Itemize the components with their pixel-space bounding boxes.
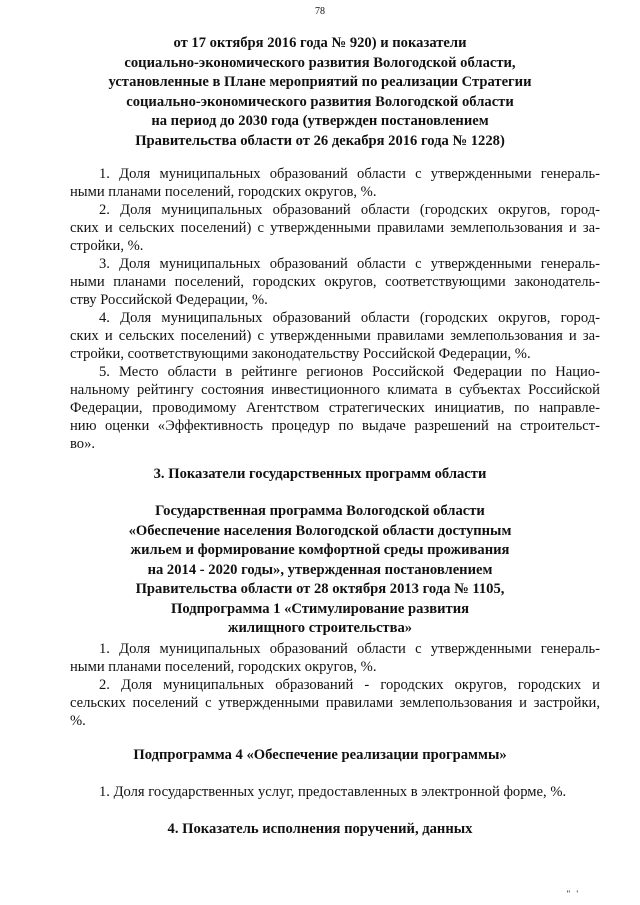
heading-line: на 2014 - 2020 годы», утвержденная постановлением [147,561,493,578]
heading-line: от 17 октября 2016 года № 920) и показатели [173,35,467,51]
list-item-line: %. [70,713,86,729]
list-item-line: ными планами поселений, городских округов, соответствующими законодатель- [70,274,600,290]
list-item-line: 1. Доля муниципальных образований области с утвержденными генераль- [99,641,600,657]
list-item-line: сельских поселений с утвержденными правилами землепользования и застройки, [70,695,600,711]
list-item-line: 1. Доля муниципальных образований области с утвержденными генераль- [99,166,600,182]
list-item-line: Федерации, проводимому Агентством стратегических инициатив, по направле- [70,400,600,416]
list-item-line: 1. Доля государственных услуг, предоставленных в электронной форме, %. [99,784,567,800]
page-number: 78 [315,6,325,17]
heading-line: Правительства области от 26 декабря 2016 года № 1228) [135,132,505,149]
heading-line: Государственная программа Вологодской области [155,503,485,519]
top-heading [60,34,580,151]
list-item-line: 2. Доля муниципальных образований области (городских округов, город- [99,202,600,218]
section-4-title: 4. Показатель исполнения поручений, данных [167,821,473,837]
heading-line: жилищного строительства» [227,620,413,636]
list-item-line: 3. Доля муниципальных образований области с утвержденными генераль- [99,256,600,272]
heading-line: на период до 2030 года (утвержден постановлением [151,113,489,129]
heading-line: жильем и формирование комфортной среды проживания [130,542,510,558]
section-3-title: 3. Показатели государственных программ области [153,466,487,482]
heading-line: «Обеспечение населения Вологодской области доступным [128,522,512,539]
subprogram-4-title: Подпрограмма 4 «Обеспечение реализации программы» [133,747,507,763]
program-heading [60,502,580,639]
footer-mark: " ' [566,889,580,899]
list-item-line: нальному рейтингу состояния инвестиционного климата в субъектах Российской [70,382,600,398]
list-item-line: 5. Место области в рейтинге регионов Российской Федерации по Нацио- [99,364,600,380]
list-item-line: 4. Доля муниципальных образований области (городских округов, город- [99,310,600,326]
heading-line: Подпрограмма 1 «Стимулирование развития [170,600,470,617]
list-item-line: ству Российской Федерации, %. [70,292,268,308]
list-item-line: ских и сельских поселений) с утвержденными правилами землепользования и за- [70,220,600,236]
list-item-line: нию оценки «Эффективность процедур по выдаче разрешений на строительст- [70,418,600,434]
heading-line: Правительства области от 28 октября 2013 года № 1105, [135,581,505,597]
list-item-line: ными планами поселений, городских округов, %. [70,184,377,200]
list-item-line: ских и сельских поселений) с утвержденными правилами землепользования и за- [70,328,600,344]
list-item-line: стройки, соответствующими законодательству Российской Федерации, %. [70,346,531,362]
heading-line: социально-экономического развития Вологодской области [126,93,514,110]
list-item-line: во». [70,436,96,452]
heading-line: социально-экономического развития Вологодской области, [124,54,516,71]
heading-line: установленные в Плане мероприятий по реализации Стратегии [108,74,532,90]
list-item-line: стройки, %. [70,238,144,254]
list-item-line: ными планами поселений, городских округов, %. [70,659,377,675]
list-item-line: 2. Доля муниципальных образований - городских округов, городских и [99,677,600,693]
